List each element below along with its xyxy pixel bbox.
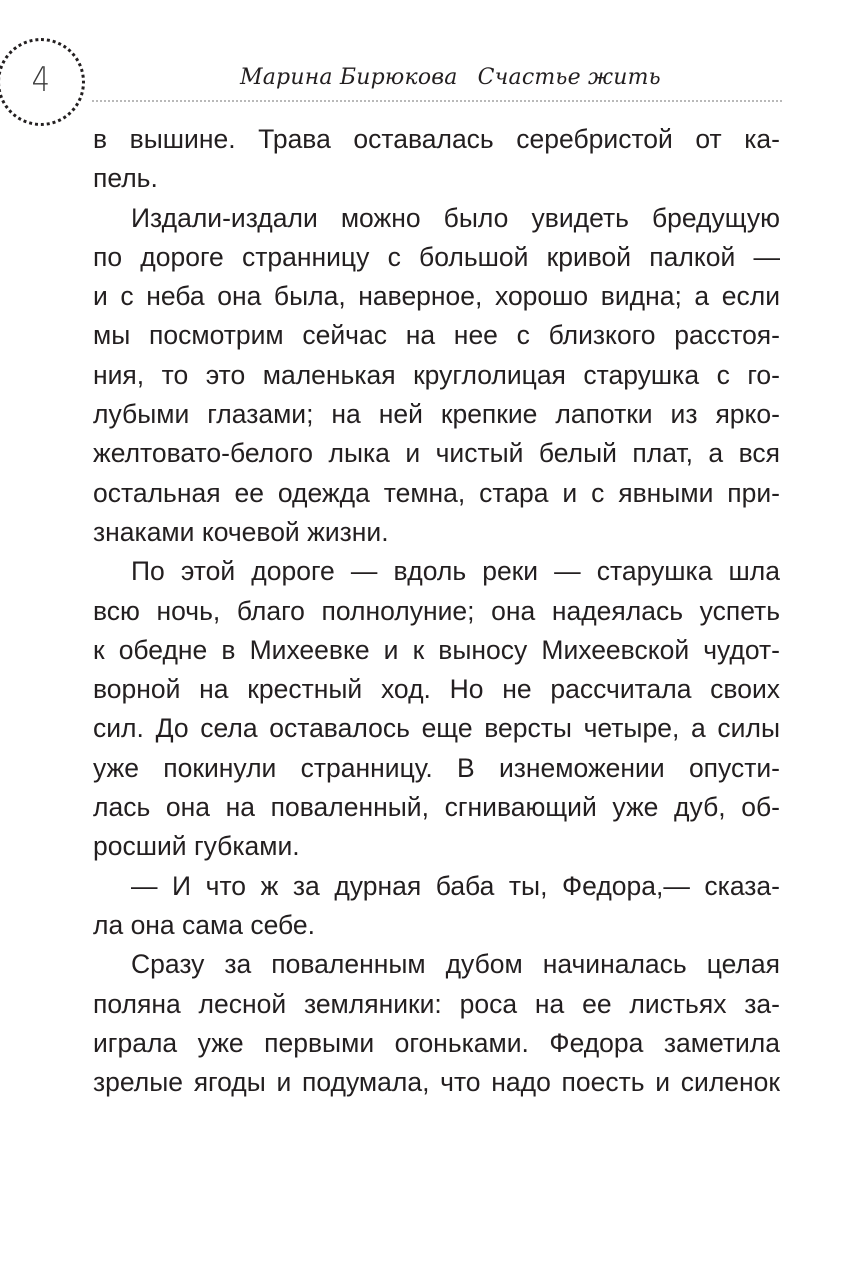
text-line: ла она сама себе. (93, 909, 316, 940)
header-dotted-rule (92, 100, 782, 102)
text-line: всю ночь, благо полнолуние; она надеялась успеть (93, 595, 780, 626)
text-line: к обедне в Михеевке и к выносу Михеевской чудот- (93, 634, 780, 665)
text-line: знаками кочевой жизни. (93, 516, 389, 547)
paragraph (93, 120, 780, 199)
text-line: пель. (93, 163, 158, 194)
text-line: по дороге странницу с большой кривой палкой — (93, 241, 780, 272)
paragraph (93, 945, 780, 1102)
text-line: лась она на поваленный, сгнивающий уже дуб, об- (93, 792, 780, 823)
running-head (240, 58, 661, 96)
author-name: Марина Бирюкова (240, 64, 458, 90)
paragraph (93, 552, 780, 866)
text-line: сил. До села оставалось еще версты четыре, а силы (93, 713, 780, 744)
body-text (93, 120, 780, 1102)
text-line: желтовато-белого лыка и чистый белый плат, а вся (93, 438, 780, 469)
text-line: лубыми глазами; на ней крепкие лапотки из ярко- (93, 399, 780, 430)
text-line: Сразу за поваленным дубом начиналась целая (131, 949, 780, 980)
paragraph (93, 199, 780, 553)
page-number: 4 (31, 60, 51, 100)
text-line: Издали-издали можно было увидеть бредущую (131, 202, 780, 233)
text-line: ворной на крестный ход. Но не рассчитала своих (93, 674, 780, 705)
text-line: мы посмотрим сейчас на нее с близкого расстоя- (93, 320, 780, 351)
text-line: росший губками. (93, 831, 300, 862)
text-line: и с неба она была, наверное, хорошо видна; а если (93, 281, 780, 312)
text-line: зрелые ягоды и подумала, что надо поесть и силенок (93, 1067, 780, 1098)
text-line: уже покинули странницу. В изнеможении опусти- (93, 752, 780, 783)
text-line: остальная ее одежда темна, стара и с явными при- (93, 477, 780, 508)
text-line: играла уже первыми огоньками. Федора заметила (93, 1027, 780, 1058)
text-line: в вышине. Трава оставалась серебристой от ка- (93, 124, 780, 154)
text-line: — И что ж за дурная баба ты, Федора,— сказа- (131, 870, 780, 901)
text-line: поляна лесной земляники: роса на ее листьях за- (93, 988, 780, 1019)
page-number-badge (0, 38, 85, 126)
text-line: По этой дороге — вдоль реки — старушка шла (131, 556, 780, 587)
header-separator (464, 63, 467, 91)
book-title: Счастье жить (477, 64, 661, 90)
dialogue-paragraph (93, 867, 780, 946)
text-line: ния, то это маленькая круглолицая старушка с го- (93, 359, 780, 390)
